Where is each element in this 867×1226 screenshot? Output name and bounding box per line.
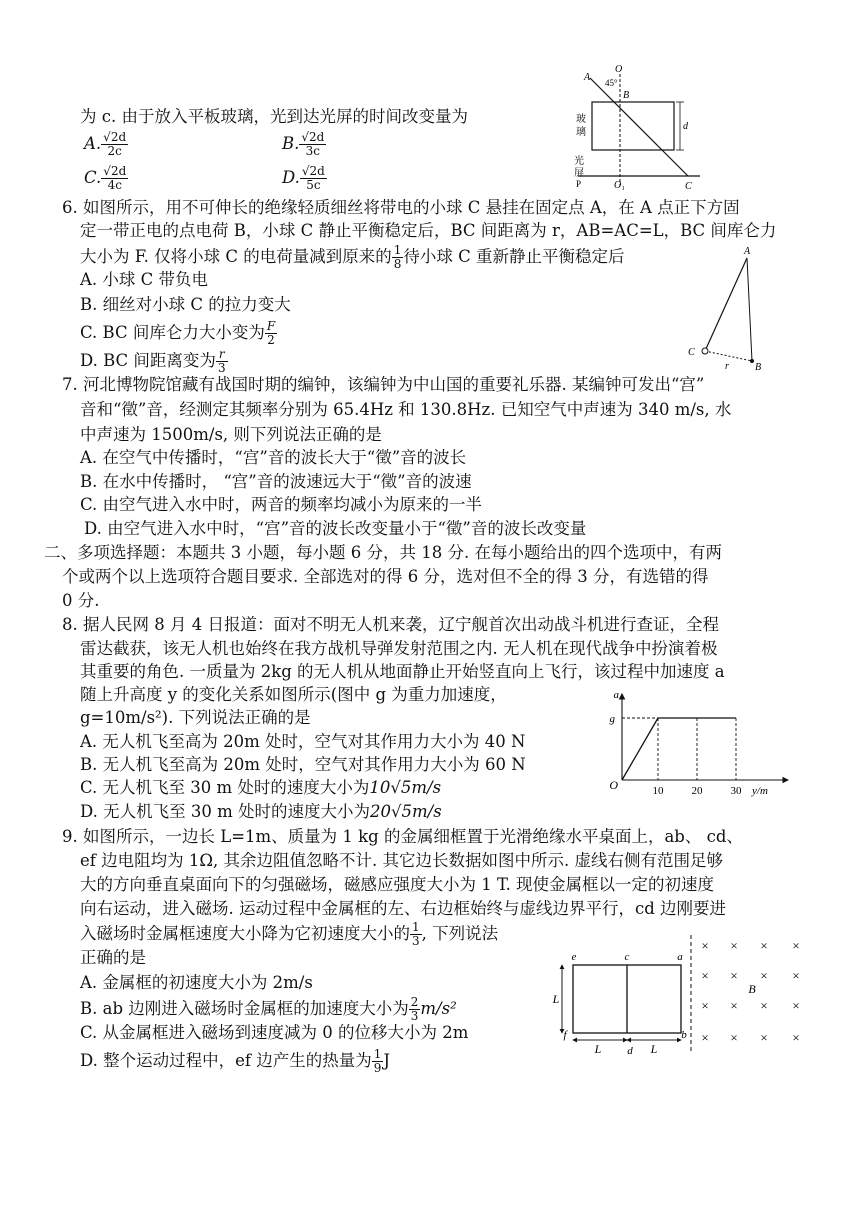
label-C: C (688, 347, 695, 358)
charge-B (750, 359, 754, 363)
label-b: b (681, 1029, 687, 1041)
q9-line-1: 9. 如图所示，一边长 L=1m、质量为 1 kg 的金属细框置于光滑绝缘水平桌面上，ab、 cd、 (62, 827, 743, 846)
field-cross-mark: × (701, 1030, 709, 1045)
q5-glass-figure (570, 60, 710, 192)
section-2-line-2: 个或两个以上选项符合题目要求. 全部选对的得 6 分，选对但不全的得 3 分，有选错的得 (62, 567, 709, 586)
q8-line-1: 8. 据人民网 8 月 4 日报道：面对不明无人机来袭，辽宁舰首次出动战斗机进行查证，全程 (62, 615, 719, 634)
field-cross-mark: × (730, 968, 738, 983)
line-BC (705, 351, 752, 361)
label-f: f (563, 1029, 567, 1041)
q9-line-5: 入磁场时金属框速度大小降为它初速度大小的 $\frac{1}{3}$ , 下列说法 (80, 920, 499, 948)
q9-option-a: A. 金属框的初速度大小为 2m/s (80, 973, 313, 992)
q5-option-d: D. $\frac{√2d}{5c}$ (282, 164, 325, 192)
label-y: y/m (752, 785, 768, 797)
label-screen-2: 屏 (574, 168, 584, 179)
q9-line-6: 正确的是 (80, 948, 146, 967)
label-L-side: L (552, 992, 560, 1006)
q8-option-d: D. 无人机飞至 30 m 处时的速度大小为20√5m/s (80, 802, 442, 821)
q7-option-a: A. 在空气中传播时，“宫”音的波长大于“徵”音的波长 (80, 448, 467, 467)
label-glass-2: 璃 (576, 127, 586, 138)
q6-pendulum-figure (680, 244, 770, 374)
q8-option-a: A. 无人机飞至高为 20m 处时，空气对其作用力大小为 40 N (80, 732, 526, 751)
label-d: d (627, 1045, 633, 1056)
label-a: a (613, 689, 619, 701)
field-cross-mark: × (730, 998, 738, 1013)
q6-option-d: D. BC 间距离变为 $\frac{r}{3}$ (80, 347, 226, 375)
section-2-line-3: 0 分. (62, 591, 100, 610)
q6-option-a: A. 小球 C 带负电 (80, 270, 209, 289)
q7-line-1: 7. 河北博物院馆藏有战国时期的编钟，该编钟为中山国的重要礼乐器. 某编钟可发出“宫” (62, 375, 705, 394)
label-O: O (615, 64, 623, 75)
label-angle: 45° (605, 78, 618, 88)
q8-line-5: g=10m/s²). 下列说法正确的是 (80, 708, 311, 727)
q9-frame-figure (548, 930, 823, 1056)
field-cross-mark: × (792, 1030, 800, 1045)
field-cross-mark: × (760, 998, 768, 1013)
q5-option-a: A. $\frac{√2d}{2c}$ (84, 130, 127, 158)
label-C: C (685, 181, 692, 192)
section-2-line-1: 二、多项选择题：本题共 3 小题，每小题 6 分，共 18 分. 在每小题给出的四个选项中，有两 (44, 543, 722, 562)
field-cross-mark: × (701, 968, 709, 983)
label-screen-1: 光 (574, 156, 584, 167)
field-cross-mark: × (760, 938, 768, 953)
q8-option-b: B. 无人机飞至高为 20m 处时，空气对其作用力大小为 60 N (80, 755, 526, 774)
field-cross-mark: × (701, 998, 709, 1013)
glass-block (592, 102, 674, 150)
field-cross-mark: × (760, 968, 768, 983)
label-L-bottom-2: L (650, 1042, 658, 1056)
label-B: B (748, 982, 756, 996)
label-A: A (584, 72, 591, 83)
label-L-bottom-1: L (594, 1042, 602, 1056)
tick-10: 10 (652, 785, 664, 797)
label-d: d (683, 121, 688, 132)
q5-option-b: B. $\frac{√2d}{3c}$ (282, 130, 325, 158)
label-g: g (609, 713, 615, 725)
q7-line-3: 中声速为 1500m/s, 则下列说法正确的是 (80, 425, 382, 444)
field-cross-mark: × (730, 938, 738, 953)
q6-line-2: 定一带正电的点电荷 B，小球 C 静止平衡稳定后，BC 间距离为 r，AB=AC=L，BC 间库仑力 (80, 221, 777, 240)
q8-option-c: C. 无人机飞至 30 m 处时的速度大小为10√5m/s (80, 778, 442, 797)
light-ray (590, 78, 688, 176)
label-O1: O₁ (614, 180, 625, 191)
q8-acceleration-graph (600, 688, 796, 798)
label-c: c (624, 951, 630, 963)
q6-option-b: B. 细丝对小球 C 的拉力变大 (80, 295, 291, 314)
field-cross-mark: × (730, 1030, 738, 1045)
q8-line-2: 雷达截获，该无人机也始终在我方战机导弹发射范围之内. 无人机在现代战争中扮演着极 (80, 639, 718, 658)
q8-line-4: 随上升高度 y 的变化关系如图所示(图中 g 为重力加速度， (80, 685, 507, 704)
ball-C (702, 348, 708, 354)
q9-option-b: B. ab 边刚进入磁场时金属框的加速度大小为 $\frac{2}{3}$ m/s² (80, 995, 457, 1023)
q6-line-3: 大小为 F. 仅将小球 C 的电荷量减到原来的 $\frac{1}{8}$ 待小球 C 重新静止平衡稳定后 (80, 243, 625, 271)
label-r: r (725, 361, 729, 372)
q8-line-3: 其重要的角色. 一质量为 2kg 的无人机从地面静止开始竖直向上飞行，该过程中加速度 a (80, 662, 725, 681)
q6-line-1: 6. 如图所示，用不可伸长的绝缘轻质细丝将带电的小球 C 悬挂在固定点 A，在 A 点正下方固 (62, 198, 740, 217)
rising-segment (622, 718, 658, 780)
field-cross-mark: × (760, 1030, 768, 1045)
tick-20: 20 (691, 785, 703, 797)
field-cross-mark: × (792, 998, 800, 1013)
thread-AC (705, 258, 747, 351)
q9-line-4: 向右运动，进入磁场. 运动过程中金属框的左、右边框始终与虚线边界平行，cd 边刚要进 (80, 899, 727, 918)
tick-30: 30 (730, 785, 742, 797)
q9-line-2: ef 边电阻均为 1Ω, 其余边阻值忽略不计. 其它边长数据如图中所示. 虚线右侧有范围足够 (80, 851, 724, 870)
label-P: P (576, 179, 582, 189)
q9-line-3: 大的方向垂直桌面向下的匀强磁场，磁感应强度大小为 1 T. 现使金属框以一定的初速度 (80, 875, 715, 894)
field-cross-mark: × (701, 938, 709, 953)
q7-line-2: 音和“徵”音，经测定其频率分别为 65.4Hz 和 130.8Hz. 已知空气中声速为 340 m/s, 水 (80, 400, 732, 419)
q5-stem-tail: 为 c. 由于放入平板玻璃，光到达光屏的时间改变量为 (80, 107, 468, 126)
field-cross-mark: × (792, 968, 800, 983)
q9-option-d: D. 整个运动过程中，ef 边产生的热量为 $\frac{1}{9}$ J (80, 1047, 391, 1075)
label-O: O (609, 778, 618, 792)
label-B: B (623, 90, 630, 101)
label-B: B (755, 362, 762, 373)
q5-option-c: C. $\frac{√2d}{4c}$ (84, 164, 127, 192)
label-e: e (571, 951, 577, 963)
field-cross-mark: × (792, 938, 800, 953)
q6-option-c: C. BC 间库仑力大小变为 $\frac{F}{2}$ (80, 319, 276, 347)
label-A: A (744, 246, 751, 257)
q7-option-c: C. 由空气进入水中时，两音的频率均减小为原来的一半 (80, 495, 483, 514)
line-AB (747, 258, 752, 361)
label-a: a (677, 951, 683, 963)
q7-option-d: D. 由空气进入水中时，“宫”音的波长改变量小于“徵”音的波长改变量 (84, 519, 587, 538)
q7-option-b: B. 在水中传播时， “宫”音的波速远大于“徵”音的波速 (80, 472, 472, 491)
q9-option-c: C. 从金属框进入磁场到速度减为 0 的位移大小为 2m (80, 1023, 469, 1042)
label-glass-1: 玻 (576, 114, 586, 125)
